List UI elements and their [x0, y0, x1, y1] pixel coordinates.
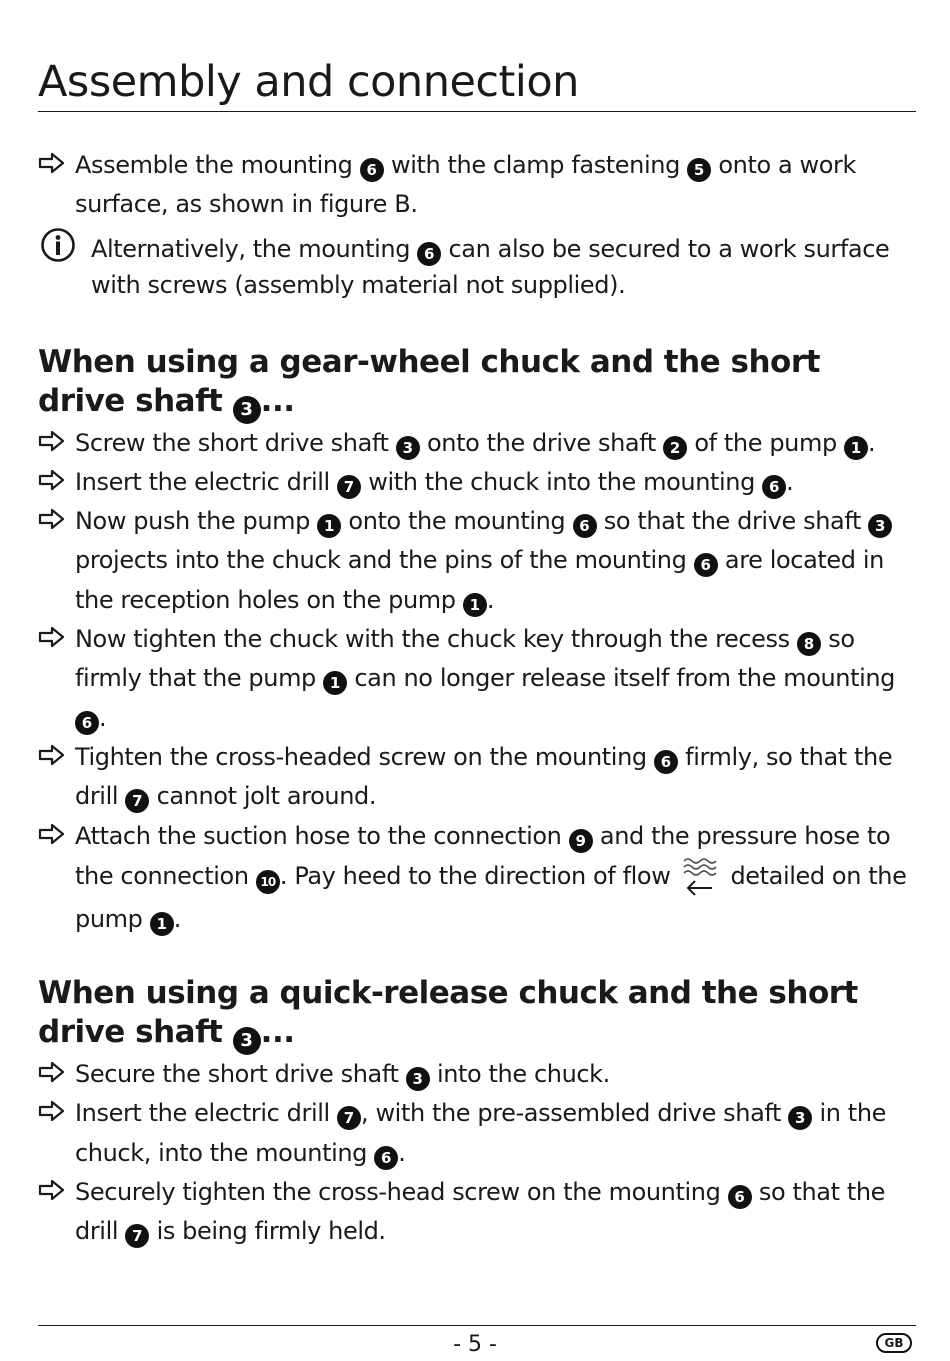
info-circle-icon [40, 227, 76, 263]
part-number-badge: 7 [337, 1106, 361, 1130]
arrow-right-outline-icon [38, 1099, 65, 1123]
part-number-badge: 3 [396, 436, 420, 460]
page-title: Assembly and connection [38, 57, 579, 107]
part-number-badge: 3 [868, 514, 892, 538]
instruction-step: Secure the short drive shaft 3 into the chuck. [38, 1055, 916, 1094]
part-number-badge: 6 [694, 553, 718, 577]
part-number-badge: 8 [797, 632, 821, 656]
arrow-right-outline-icon [38, 151, 65, 175]
part-number-badge: 6 [360, 158, 384, 182]
part-number-badge: 1 [463, 593, 487, 617]
part-number-badge: 1 [150, 912, 174, 936]
part-number-badge: 6 [762, 475, 786, 499]
title-divider [38, 111, 916, 112]
part-number-badge: 3 [233, 396, 261, 424]
part-number-badge: 3 [788, 1106, 812, 1130]
part-number-badge: 1 [317, 514, 341, 538]
part-number-badge: 6 [654, 750, 678, 774]
part-number-badge: 6 [374, 1146, 398, 1170]
footer-divider [38, 1325, 916, 1326]
part-number-badge: 9 [569, 829, 593, 853]
instruction-step: Securely tighten the cross-head screw on the mounting 6 so that the drill 7 is being firmly held. [38, 1173, 916, 1252]
part-number-badge: 1 [323, 671, 347, 695]
part-number-badge: 6 [75, 711, 99, 735]
note-text: can also be secured to a work surface with screws (assembly material not supplied). [91, 234, 890, 299]
arrow-right-outline-icon [38, 822, 65, 846]
instruction-step: Insert the electric drill 7 with the chuck into the mounting 6 . [38, 463, 916, 502]
note-text: Alternatively, the mounting [91, 234, 418, 263]
part-number-badge: 10 [256, 870, 280, 894]
part-number-badge: 6 [573, 514, 597, 538]
instruction-step: Screw the short drive shaft 3 onto the drive shaft 2 of the pump 1 . [38, 424, 916, 463]
part-number-badge: 1 [844, 436, 868, 460]
instruction-step: Insert the electric drill 7 , with the pre-assembled drive shaft 3 in the chuck, into the mounting 6 . [38, 1094, 916, 1173]
part-number-badge: 3 [233, 1027, 261, 1055]
step-text: Assemble the mounting [75, 151, 360, 179]
part-number-badge: 5 [687, 158, 711, 182]
instruction-step: Tighten the cross-headed screw on the mounting 6 firmly, so that the drill 7 cannot jolt around. [38, 738, 916, 817]
part-number-badge: 2 [663, 436, 687, 460]
part-number-badge: 6 [728, 1185, 752, 1209]
section-heading-gear-wheel: When using a gear-wheel chuck and the short drive shaft 3 ... [38, 343, 916, 424]
arrow-right-outline-icon [38, 507, 65, 531]
arrow-right-outline-icon [38, 1178, 65, 1202]
page-number: - 5 - [453, 1332, 497, 1357]
flow-direction-icon [678, 856, 720, 900]
info-note [38, 231, 916, 303]
instruction-step [38, 146, 916, 225]
part-number-badge: 7 [337, 475, 361, 499]
step-text: onto a work surface, as shown in figure B. [75, 151, 857, 219]
arrow-right-outline-icon [38, 468, 65, 492]
arrow-right-outline-icon [38, 1060, 65, 1084]
country-code-badge: GB [876, 1333, 912, 1353]
part-number-badge: 7 [125, 1224, 149, 1248]
arrow-right-outline-icon [38, 625, 65, 649]
part-number-badge: 7 [125, 789, 149, 813]
part-number-badge: 6 [417, 242, 441, 266]
section-heading-quick-release: When using a quick-release chuck and the short drive shaft 3 ... [38, 974, 916, 1055]
step-text: with the clamp fastening [383, 151, 688, 179]
instruction-step: Now push the pump 1 onto the mounting 6 so that the drive shaft 3 projects into the chuck and the pins of the mounting 6 are located in the reception holes on the pump 1 . [38, 502, 916, 620]
instruction-step: Attach the suction hose to the connection 9 and the pressure hose to the connection 10 . Pay heed to the direction of flow detailed on the pump 1 . [38, 817, 916, 940]
arrow-right-outline-icon [38, 429, 65, 453]
page-content [38, 146, 916, 1252]
arrow-right-outline-icon [38, 743, 65, 767]
part-number-badge: 3 [406, 1067, 430, 1091]
instruction-step: Now tighten the chuck with the chuck key through the recess 8 so firmly that the pump 1 can no longer release itself from the mounting 6 . [38, 620, 916, 738]
